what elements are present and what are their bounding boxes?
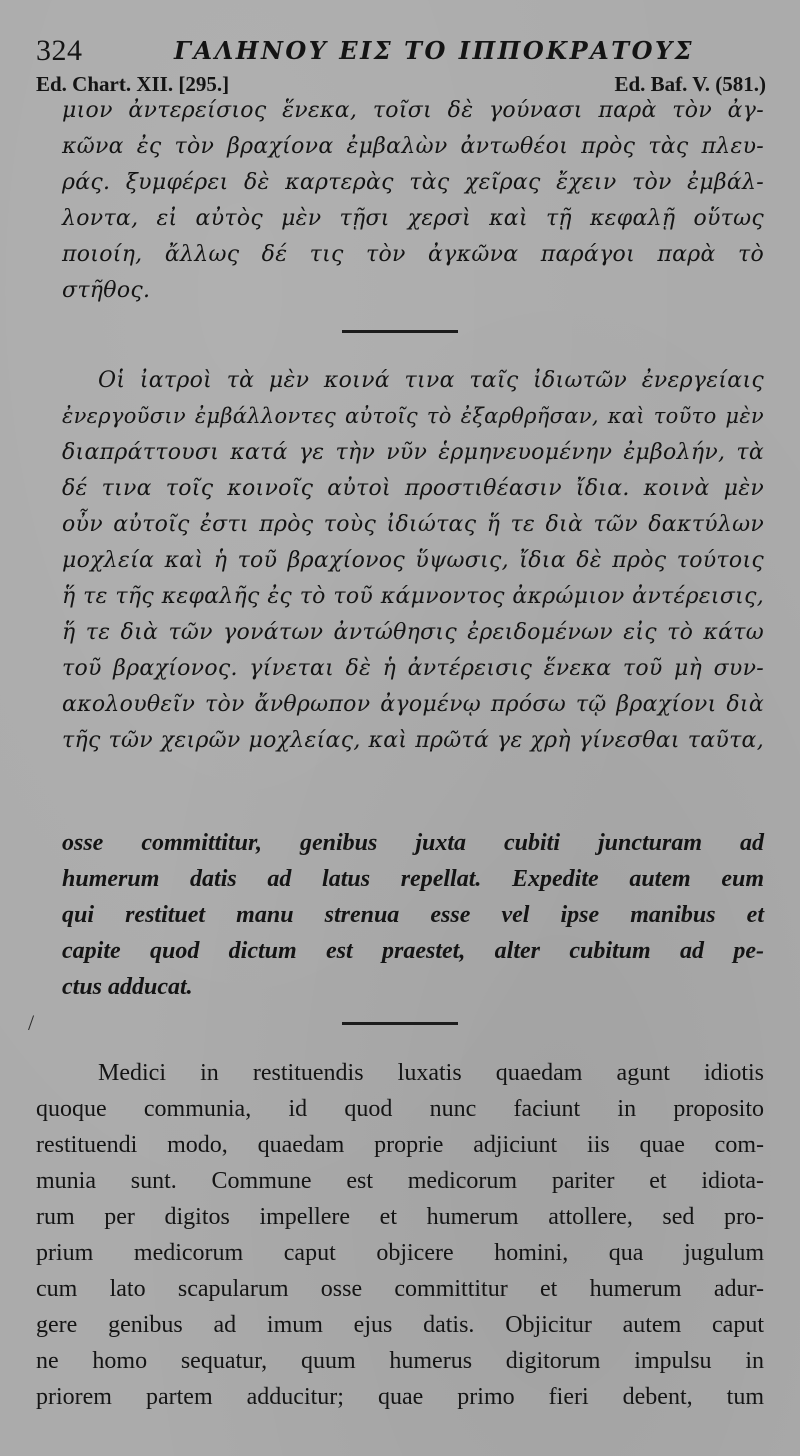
section-divider <box>342 1022 458 1025</box>
text-line: prium medicorum caput objicere homini, qua jugulum <box>36 1240 764 1266</box>
text-line: osse committitur, genibus juxta cubiti juncturam ad <box>62 830 764 856</box>
text-line: priorem partem adducitur; quae primo fieri debent, tum <box>36 1384 764 1410</box>
text-line: ctus adducat. <box>62 974 193 1000</box>
text-line: μιον ἀντερείσιος ἕνεκα, τοῖσι δὲ γούνασι παρὰ τὸν ἀγ- <box>62 98 764 123</box>
text-line: ακολουθεῖν τὸν ἄνθρωπον ἀγομένῳ πρόσω τῷ βραχίονι διὰ <box>62 692 764 717</box>
text-line: munia sunt. Commune est medicorum pariter et idiota- <box>36 1168 764 1194</box>
text-line: μοχλεία καὶ ἡ τοῦ βραχίονος ὕψωσις, ἴδια δὲ πρὸς τούτοις <box>62 548 764 573</box>
running-head <box>36 34 766 66</box>
text-line: τοῦ βραχίονος. γίνεται δὲ ἡ ἀντέρεισις ἕνεκα τοῦ μὴ συν- <box>62 656 764 681</box>
text-line: rum per digitos impellere et humerum attollere, sed pro- <box>36 1204 764 1230</box>
text-line: ἐνεργοῦσιν ἐμβάλλοντες αὐτοῖς τὸ ἐξαρθρῆσαν, καὶ τοῦτο μὲν <box>62 404 764 428</box>
text-line: ne homo sequatur, quum humerus digitorum impulsu in <box>36 1348 764 1374</box>
text-line: ἥ τε διὰ τῶν γονάτων ἀντώθησις ἐρειδομένων εἰς τὸ κάτω <box>62 620 764 645</box>
edition-reference-line <box>36 72 766 100</box>
text-line: quoque communia, id quod nunc faciunt in proposito <box>36 1096 764 1122</box>
text-line: οὖν αὐτοῖς ἐστι πρὸς τοὺς ἰδιώτας ἥ τε διὰ τῶν δακτύλων <box>62 512 764 537</box>
text-line: qui restituet manu strenua esse vel ipse manibus et <box>62 902 764 928</box>
text-line: humerum datis ad latus repellat. Expedite autem eum <box>62 866 764 892</box>
text-line: cum lato scapularum osse committitur et humerum adur- <box>36 1276 764 1302</box>
text-line: ράς. ξυμφέρει δὲ καρτερὰς τὰς χεῖρας ἔχειν τὸν ἐμβάλ- <box>62 170 764 195</box>
running-title: ΓΑΛΗΝΟΥ ΕΙΣ ΤΟ ΙΠΠΟΚΡΑΤΟΥΣ <box>174 36 695 65</box>
latin-translation-block-1 <box>62 830 764 1020</box>
text-line: δέ τινα τοῖς κοινοῖς αὐτοὶ προστιθέασιν ἴδια. κοινὰ μὲν <box>62 476 764 501</box>
text-line: capite quod dictum est praestet, alter cubitum ad pe- <box>62 938 764 964</box>
text-line: ἥ τε τῆς κεφαλῆς ἐς τὸ τοῦ κάμνοντος ἀκρώμιον ἀντέρεισις, <box>62 584 764 609</box>
text-line: Οἱ ἰατροὶ τὰ μὲν κοινά τινα ταῖς ἰδιωτῶν ἐνεργείαις <box>98 368 764 393</box>
text-line: ποιοίη, ἄλλως δέ τις τὸν ἀγκῶνα παράγοι παρὰ τὸ <box>62 242 764 267</box>
text-line: Medici in restituendis luxatis quaedam agunt idiotis <box>98 1060 764 1086</box>
edition-basel-reference: Ed. Baf. V. (581.) <box>614 72 766 96</box>
text-line: στῆθος. <box>62 278 151 303</box>
greek-text-block-2 <box>62 368 764 758</box>
text-line: restituendi modo, quaedam proprie adjiciunt iis quae com- <box>36 1132 764 1158</box>
text-line: κῶνα ἐς τὸν βραχίονα ἐμβαλὼν ἀντωθέοι πρὸς τὰς πλευ- <box>62 134 764 159</box>
text-line: λοντα, εἰ αὐτὸς μὲν τῇσι χερσὶ καὶ τῇ κεφαλῇ οὕτως <box>62 206 764 231</box>
text-line: τῆς τῶν χειρῶν μοχλείας, καὶ πρῶτά γε χρὴ γίνεσθαι ταῦτα, <box>62 728 764 753</box>
margin-mark: / <box>28 1010 35 1035</box>
latin-translation-block-2 <box>36 1060 764 1430</box>
edition-chartier-reference: Ed. Chart. XII. [295.] <box>36 72 230 96</box>
page-number: 324 <box>36 34 83 67</box>
section-divider <box>342 330 458 333</box>
text-line: gere genibus ad imum ejus datis. Objicitur autem caput <box>36 1312 764 1338</box>
text-line: διαπράττουσι κατά γε τὴν νῦν ἑρμηνευομένην ἐμβολήν, τὰ <box>62 440 764 465</box>
greek-text-block-1 <box>62 98 764 318</box>
